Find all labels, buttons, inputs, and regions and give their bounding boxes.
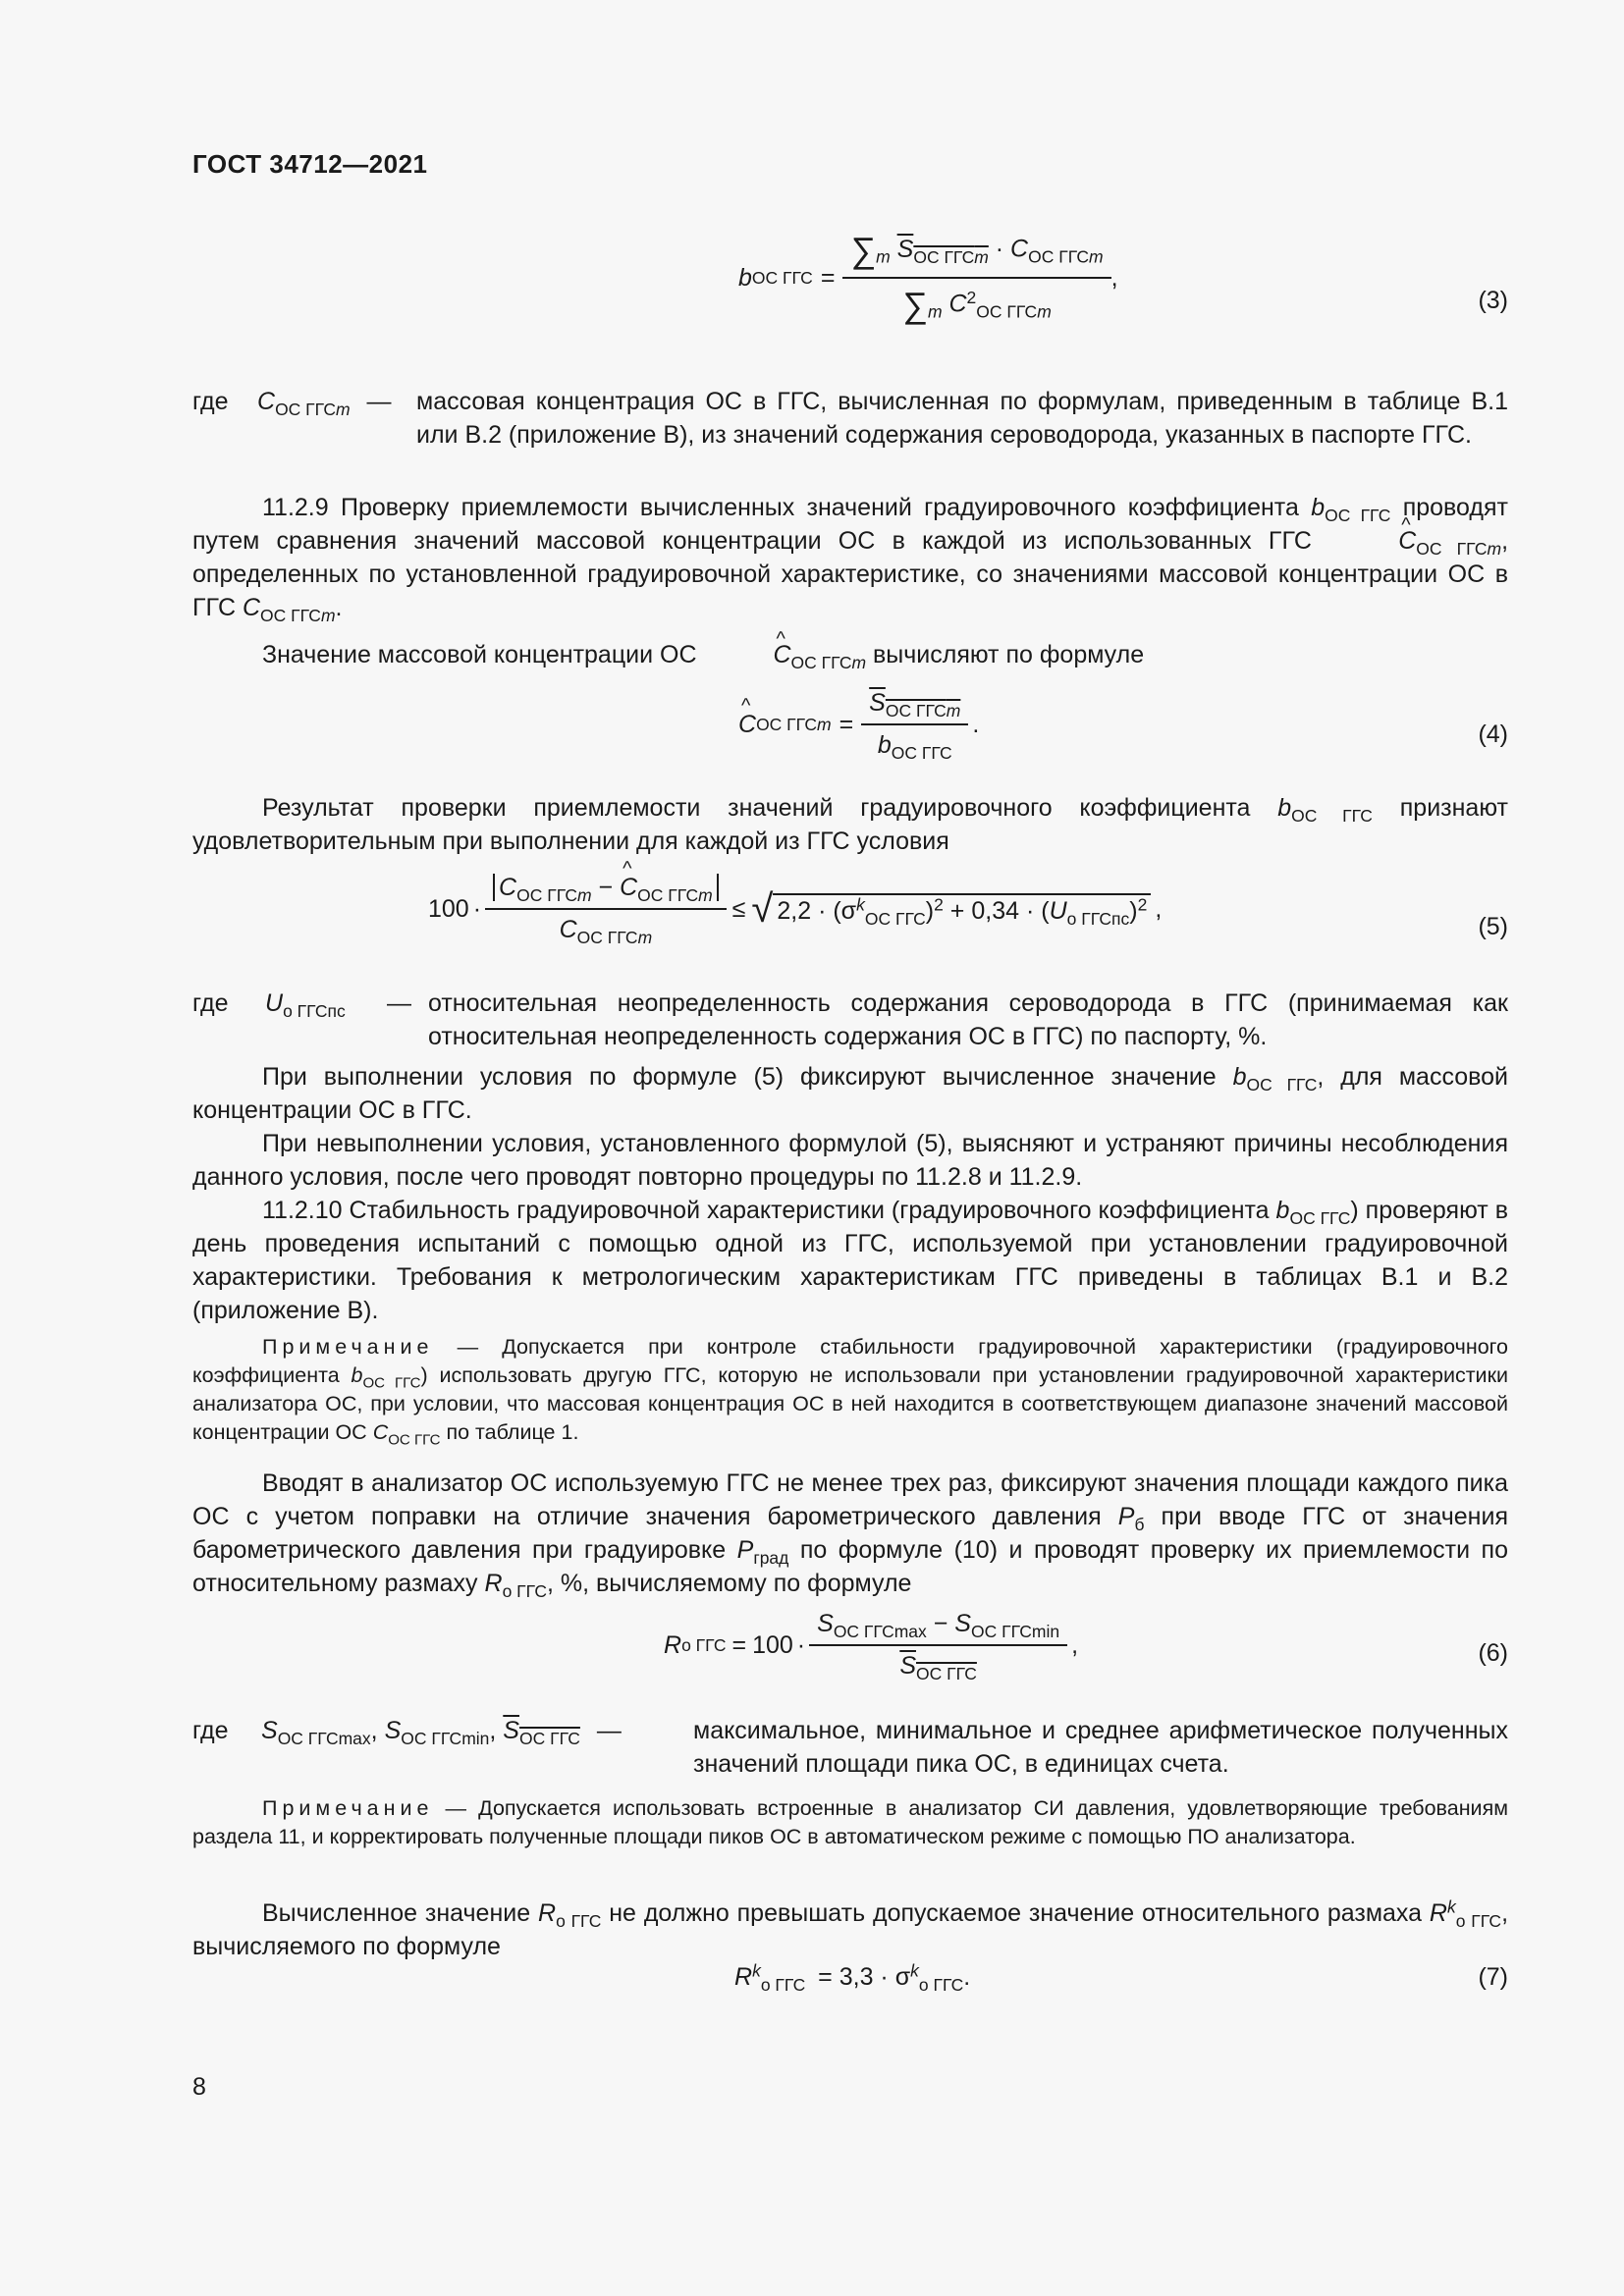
paragraph-injection: Вводят в анализатор ОС используемую ГГС не менее трех раз, фиксируют значения площади каждого пика ОС с учетом поправки на отличие значения барометрического давления $P_б$ при вводе ГГС от значения барометрического давления при градуировке $P_{град}$ по формуле (10) и проводят проверку их приемлемости по относительному размаху $R_{о ГГС}$, %, вычисляемому по формуле — [192, 1469, 1508, 1602]
equation-3-number: (3) — [1478, 287, 1508, 314]
equation-5: 100 · $\frac{C_{ОС ГГСm} - \^{} C_{ОС ГГСm}}{C_{ОС ГГСm}}$ ≤ √ $2,2 \cdot (\sigma^k_{ОС ГГС})^2 + 0,34 \cdot (U_{о ГГСпс})^2$ , — [428, 874, 1162, 944]
eq3-lhs: b — [738, 263, 752, 292]
where-symbol-3: $S_{ОС ГГСmax}$, $S_{ОС ГГСmin}$, $S_{ОС ГГС}$ — — [261, 1717, 622, 1749]
standard-header: ГОСТ 34712—2021 — [192, 149, 428, 179]
equation-7: $R^k_{о ГГС} = 3,3 \cdot \sigma^k_{о ГГС}$. — [734, 1960, 971, 1996]
where-label-3: где — [192, 1717, 229, 1744]
equation-6-number: (6) — [1478, 1639, 1508, 1667]
paragraph-11-2-10: 11.2.10 Стабильность градуировочной характеристики (градуировочного коэффициента $b_{ОС ГГС}$) проверяют в день проведения испытаний с помощью одной из ГГС, используемой при установлении градуировочной характеристики. Требования к метрологическим характеристикам ГГС приведены в таблицах В.1 и В.2 (приложение В). — [192, 1197, 1508, 1324]
where-dash-2: — — [387, 989, 411, 1017]
where-symbol-2: $U_{о ГГСпс}$ — [265, 989, 346, 1022]
equation-3: b ОС ГГС = $\frac{\sum_m S_{ОС ГГСm} \cdot C_{ОС ГГСm}}{\sum_m C^2_{ОС ГГСm}}$ , — [738, 230, 1118, 325]
equation-5-number: (5) — [1478, 913, 1508, 940]
where-definition-2: относительная неопределенность содержания сероводорода в ГГС (принимаемая как относительная неопределенность содержания ОС в ГГС) по паспорту, %. — [428, 989, 1508, 1050]
equation-4: ^ C ОС ГГС m = $\frac{S_{ОС ГГСm}}{b_{ОС ГГС}}$ . — [738, 689, 979, 760]
paragraph-concentration-formula: Значение массовой концентрации ОС ^ $C_{ОС ГГСm}$ вычисляют по формуле — [192, 638, 1508, 671]
where-definition-3: максимальное, минимальное и среднее арифметическое полученных значений площади пика ОС, в единицах счета. — [693, 1717, 1508, 1778]
paragraph-condition-failed: При невыполнении условия, установленного формулой (5), выясняют и устраняют причины несоблюдения данного условия, после чего проводят повторно процедуры по 11.2.8 и 11.2.9. — [192, 1130, 1508, 1191]
where-symbol-1: $C_{ОС ГГСm}$ — — [257, 388, 392, 420]
note-2: Примечание — Допускается использовать встроенные в анализатор СИ давления, удовлетворяющие требованиям раздела 11, и корректировать полученные площади пиков ОС в автоматическом режиме с помощью ПО анализатора. — [192, 1796, 1508, 1848]
paragraph-11-2-9: 11.2.9 Проверку приемлемости вычисленных значений градуировочного коэффициента $b_{ОС ГГС}$ проводят путем сравнения значений массовой концентрации ОС в каждой из использованных ГГС ^ $C_{ОС ГГСm}$, определенных по установленной градуировочной характеристике, со значениями массовой концентрации ОС в ГГС $C_{ОС ГГСm}$. — [192, 491, 1508, 624]
note-1: Примечание — Допускается при контроле стабильности градуировочной характеристики (градуировочного коэффициента $b_{ОС ГГС}$) использовать другую ГГС, которую не использовали при установлении градуировочной характеристики анализатора ОС, при условии, что массовая концентрация ОС в ней находится в соответствующем диапазоне значений массовой концентрации ОС $C_{ОС ГГС}$ по таблице 1. — [192, 1335, 1508, 1449]
where-definition-1: массовая концентрация ОС в ГГС, вычисленная по формулам, приведенным в таблице В.1 или В.2 (приложение В), из значений содержания сероводорода, указанных в паспорте ГГС. — [416, 388, 1508, 449]
equation-7-number: (7) — [1478, 1963, 1508, 1991]
page-number: 8 — [192, 2073, 206, 2101]
where-label-1: где — [192, 388, 229, 415]
equation-6: R о ГГС = 100 · $\frac{S_{ОС ГГСmax} - S_{ОС ГГСmin}}{S_{ОС ГГС}}$ , — [664, 1610, 1079, 1684]
eq3-fraction: $\frac{\sum_m S_{ОС ГГСm} \cdot C_{ОС ГГСm}}{\sum_m C^2_{ОС ГГСm}}$ — [842, 230, 1110, 326]
paragraph-condition-met: При выполнении условия по формуле (5) фиксируют вычисленное значение $b_{ОС ГГС}$, для массовой концентрации ОС в ГГС. — [192, 1063, 1509, 1124]
equation-4-number: (4) — [1478, 721, 1508, 748]
paragraph-range-limit: Вычисленное значение $R_{о ГГС}$ не должно превышать допускаемое значение относительного размаха $R^k_{о ГГС}$, вычисляемого по формуле — [192, 1896, 1509, 1960]
paragraph-acceptance: Результат проверки приемлемости значений градуировочного коэффициента $b_{ОС ГГС}$ признают удовлетворительным при выполнении для каждой из ГГС условия — [192, 794, 1508, 855]
where-label-2: где — [192, 989, 229, 1017]
